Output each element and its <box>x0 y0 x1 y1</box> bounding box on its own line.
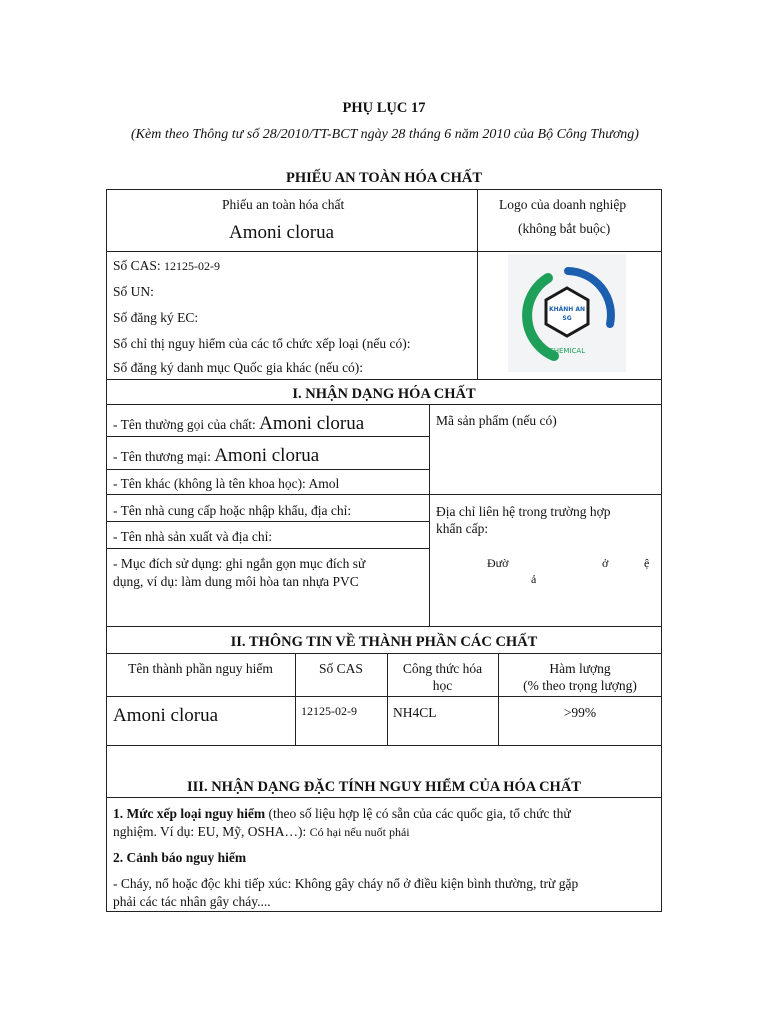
national-registry-label: Số đăng ký danh mục Quốc gia khác (nếu có): <box>113 360 364 375</box>
fire-hazard-line-1: - Cháy, nổ hoặc độc khi tiếp xúc: Không gây cháy nổ ở điều kiện bình thường, trừ gặp <box>113 876 579 891</box>
appendix-title: PHỤ LỤC 17 <box>342 100 426 116</box>
sheet-title: PHIẾU AN TOÀN HÓA CHẤT <box>285 170 483 186</box>
trade-name-value: Amoni clorua <box>214 445 320 466</box>
supplier-row: - Tên nhà cung cấp hoặc nhập khẩu, địa chỉ: <box>113 503 352 518</box>
divider <box>106 626 662 627</box>
emergency-fragment: ở <box>602 556 609 570</box>
sheet-label: Phiếu an toàn hóa chất <box>222 197 345 212</box>
hazard-classification-line-2: nghiệm. Ví dụ: EU, Mỹ, OSHA…): Có hại nếu nuốt phải <box>113 824 410 839</box>
section-1-title: I. NHẬN DẠNG HÓA CHẤT <box>292 386 476 402</box>
logo-label: Logo của doanh nghiệp <box>499 197 627 212</box>
column-header-content: Hàm lượng <box>549 661 611 676</box>
ec-label: Số đăng ký EC: <box>113 310 199 325</box>
divider <box>106 436 429 437</box>
column-header-cas: Số CAS <box>319 661 363 676</box>
divider <box>106 379 662 380</box>
common-name-value: Amoni clorua <box>259 413 365 434</box>
hazard-index-label: Số chỉ thị nguy hiểm của các tổ chức xếp loại (nếu có): <box>113 336 411 351</box>
column-header-formula: Công thức hóa <box>402 661 483 676</box>
logo-text-company: KHÁNH AN <box>548 306 586 313</box>
company-logo <box>508 254 626 372</box>
column-header-content-2: (% theo trọng lượng) <box>523 678 637 693</box>
divider <box>106 797 662 798</box>
fire-hazard-line-2: phải các tác nhân gây cháy.... <box>113 894 271 909</box>
section-2-title: II. THÔNG TIN VỀ THÀNH PHẦN CÁC CHẤT <box>230 634 538 650</box>
logo-text-chemical: CHEMICAL <box>548 347 586 355</box>
divider <box>106 251 662 252</box>
emergency-fragment: Đườ <box>487 556 509 570</box>
product-code-label: Mã sản phẩm (nếu có) <box>436 413 557 428</box>
divider <box>477 189 478 379</box>
hazard-warning-heading: 2. Cảnh báo nguy hiểm <box>113 850 247 865</box>
manufacturer-row: - Tên nhà sản xuất và địa chỉ: <box>113 529 273 544</box>
divider <box>106 521 429 522</box>
common-name-row: - Tên thường gọi của chất: Amoni clorua <box>113 413 365 434</box>
component-content: >99% <box>563 705 597 720</box>
other-name-row: - Tên khác (không là tên khoa học): Amol <box>113 476 340 491</box>
purpose-line-1: - Mục đích sử dụng: ghi ngắn gọn mục đích sử <box>113 556 366 571</box>
emergency-contact-line-1: Địa chỉ liên hệ trong trường hợp <box>436 504 611 519</box>
component-formula: NH4CL <box>393 705 437 720</box>
divider <box>106 404 662 405</box>
logo-mark-icon <box>508 254 626 372</box>
divider <box>106 745 662 746</box>
cas-label: Số CAS: 12125-02-9 <box>113 258 221 273</box>
emergency-contact-line-2: khẩn cấp: <box>436 521 489 536</box>
column-header-name: Tên thành phần nguy hiểm <box>128 661 273 676</box>
logo-optional-label: (không bắt buộc) <box>518 221 611 236</box>
divider <box>106 494 662 495</box>
document-subtitle: (Kèm theo Thông tư số 28/2010/TT-BCT ngày 28 tháng 6 năm 2010 của Bộ Công Thương) <box>131 127 639 142</box>
section-3-title: III. NHẬN DẠNG ĐẶC TÍNH NGUY HIỂM CỦA HÓA CHẤT <box>187 779 581 795</box>
component-cas: 12125-02-9 <box>301 704 357 718</box>
chemical-name: Amoni clorua <box>229 222 335 243</box>
divider <box>106 696 662 697</box>
logo-text-sg: SG <box>562 315 572 322</box>
column-header-formula-2: học <box>432 678 453 693</box>
trade-name-row: - Tên thương mại: Amoni clorua <box>113 445 320 466</box>
divider <box>106 548 429 549</box>
purpose-line-2: dụng, ví dụ: làm dung môi hòa tan nhựa PVC <box>113 574 359 589</box>
hazard-classification-line-1: 1. Mức xếp loại nguy hiểm (theo số liệu hợp lệ có sẵn của các quốc gia, tổ chức thử <box>113 806 571 821</box>
divider <box>106 653 662 654</box>
divider <box>106 469 429 470</box>
emergency-fragment: ệ <box>644 556 650 570</box>
cas-value: 12125-02-9 <box>164 259 221 273</box>
component-name: Amoni clorua <box>113 705 219 726</box>
hazard-classification-value: Có hại nếu nuốt phải <box>309 825 410 839</box>
divider <box>429 404 430 626</box>
emergency-fragment: ả <box>531 572 537 586</box>
un-label: Số UN: <box>113 284 154 299</box>
